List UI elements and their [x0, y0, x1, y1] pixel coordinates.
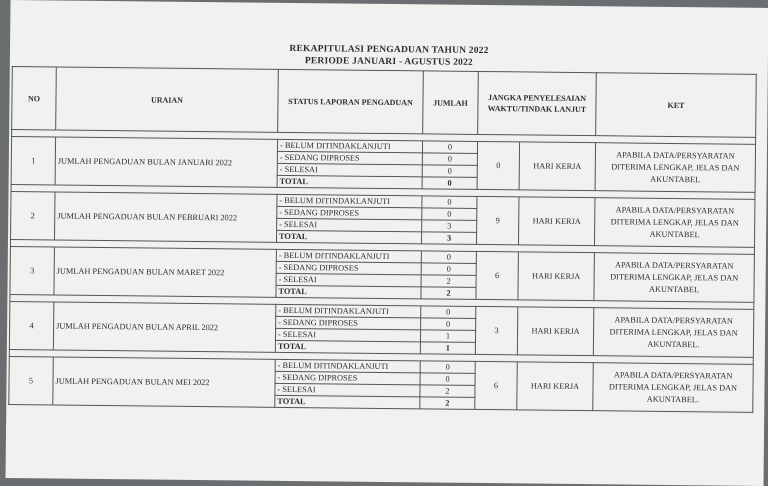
header-uraian: URAIAN [56, 67, 279, 132]
status-count: 2 [421, 287, 476, 300]
header-jumlah: JUMLAH [423, 71, 479, 135]
status-label: - BELUM DITINDAKLANJUTI [276, 304, 421, 318]
status-label: TOTAL [275, 340, 420, 354]
completion-unit: HARI KERJA [518, 197, 595, 246]
status-count: 0 [421, 263, 476, 276]
header-status: STATUS LAPORAN PENGADUAN [278, 69, 424, 134]
status-label: - BELUM DITINDAKLANJUTI [275, 359, 420, 373]
table-body [9, 130, 756, 413]
completion-days: 6 [475, 361, 518, 409]
status-label: - SELESAI [275, 383, 420, 397]
status-count: 0 [422, 165, 477, 178]
document-title: REKAPITULASI PENGADUAN TAHUN 2022 [289, 43, 489, 57]
status-count: 0 [422, 153, 477, 166]
header-jangka: JANGKA PENYELESAIAN WAKTU/TINDAK LANJUT [478, 71, 597, 135]
header-no: NO [12, 67, 57, 130]
row-number: 5 [9, 357, 54, 405]
status-count: 0 [422, 208, 477, 221]
status-label: - BELUM DITINDAKLANJUTI [277, 139, 422, 153]
status-count: 0 [421, 251, 476, 264]
status-label: - SELESAI [277, 218, 422, 232]
status-label: TOTAL [275, 395, 420, 409]
document-subtitle: PERIODE JANUARI - AGUSTUS 2022 [304, 56, 473, 68]
status-label: - SELESAI [276, 273, 421, 287]
completion-days: 3 [475, 306, 518, 354]
completion-unit: HARI KERJA [518, 252, 595, 301]
row-uraian: JUMLAH PENGADUAN BULAN MEI 2022 [53, 357, 275, 407]
row-number: 1 [11, 137, 56, 185]
status-label: - SEDANG DIPROSES [277, 151, 422, 165]
completion-unit: HARI KERJA [519, 142, 596, 191]
status-count: 0 [420, 361, 475, 374]
completion-days: 0 [477, 141, 520, 189]
status-count: 2 [421, 275, 476, 288]
status-count: 1 [420, 342, 475, 355]
completion-unit: HARI KERJA [517, 307, 594, 356]
status-label: TOTAL [277, 230, 422, 244]
row-uraian: JUMLAH PENGADUAN BULAN PEBRUARI 2022 [55, 192, 277, 242]
row-number: 4 [9, 302, 54, 350]
status-label: - SEDANG DIPROSES [276, 261, 421, 275]
header-ket: KET [596, 73, 757, 138]
status-count: 0 [420, 373, 475, 386]
status-count: 2 [420, 397, 475, 410]
status-label: - SELESAI [275, 328, 420, 342]
row-number: 3 [10, 247, 55, 295]
status-count: 0 [422, 196, 477, 209]
status-label: - BELUM DITINDAKLANJUTI [277, 194, 422, 208]
status-count: 0 [421, 318, 476, 331]
row-ket: APABILA DATA/PERSYARATAN DITERIMA LENGKAP, JELAS DAN AKUNTABEL. [593, 363, 753, 413]
status-count: 0 [422, 177, 477, 190]
status-label: - SEDANG DIPROSES [276, 316, 421, 330]
completion-unit: HARI KERJA [517, 362, 594, 411]
status-label: TOTAL [276, 285, 421, 299]
status-count: 3 [421, 232, 476, 245]
row-uraian: JUMLAH PENGADUAN BULAN APRIL 2022 [53, 302, 275, 352]
status-count: 0 [421, 306, 476, 319]
status-label: TOTAL [277, 175, 422, 189]
row-ket: APABILA DATA/PERSYARATAN DITERIMA LENGKAP, JELAS DAN AKUNTABEL. [593, 308, 753, 358]
status-label: - SEDANG DIPROSES [277, 206, 422, 220]
complaint-table [8, 66, 757, 413]
status-count: 0 [422, 141, 477, 154]
completion-days: 6 [476, 251, 519, 299]
document-page [6, 0, 768, 486]
completion-days: 9 [476, 196, 519, 244]
status-label: - SEDANG DIPROSES [275, 371, 420, 385]
row-uraian: JUMLAH PENGADUAN BULAN JANUARI 2022 [55, 137, 277, 187]
status-label: - BELUM DITINDAKLANJUTI [276, 249, 421, 263]
row-ket: APABILA DATA/PERSYARATAN DITERIMA LENGKAP, JELAS DAN AKUNTABEL [594, 198, 754, 248]
row-ket: APABILA DATA/PERSYARATAN DITERIMA LENGKAP, JELAS DAN AKUNTABEL [595, 143, 755, 193]
table-header-row [12, 67, 757, 138]
row-uraian: JUMLAH PENGADUAN BULAN MARET 2022 [54, 247, 276, 297]
status-label: - SELESAI [277, 163, 422, 177]
status-count: 2 [420, 385, 475, 398]
row-ket: APABILA DATA/PERSYARATAN DITERIMA LENGKAP, JELAS DAN AKUNTABEL [594, 253, 754, 303]
status-count: 3 [422, 220, 477, 233]
status-count: 1 [420, 330, 475, 343]
row-number: 2 [11, 192, 56, 240]
